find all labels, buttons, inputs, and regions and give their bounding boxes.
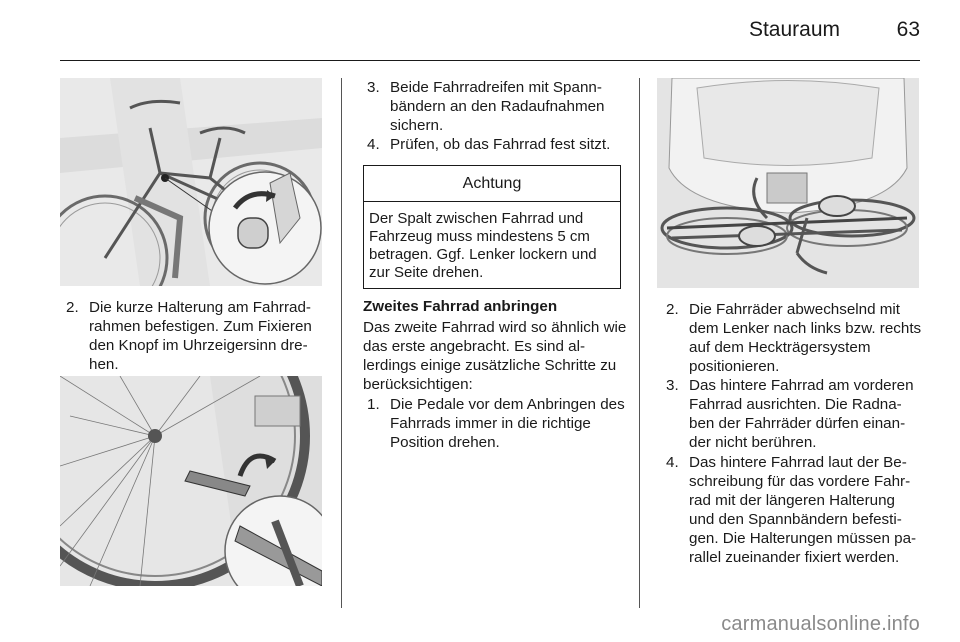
step-3-text: [367, 78, 622, 138]
step-2-text: [66, 298, 328, 378]
page-header: [0, 0, 960, 62]
step-text: Beide Fahrradreifen mit Spann-bändern an den Radaufnahmen sichern.: [390, 79, 605, 134]
step-2-col3-text: [666, 300, 924, 380]
footer-watermark: carmanualsonline.info: [721, 613, 920, 635]
header-divider: [60, 60, 920, 61]
warning-title: Achtung: [364, 166, 620, 202]
step-number: 3.: [367, 79, 380, 96]
step-4-col3-text: [666, 453, 924, 566]
step-number: 1.: [367, 396, 380, 413]
column-divider-right: [639, 78, 640, 608]
body-paragraph: Das zweite Fahrrad wird so ähnlich wie das erste angebracht. Es sind al-lerdings einige zusätzliche Schritte zu berücksichtigen:: [363, 319, 627, 393]
step-3-col3-text: [666, 376, 924, 456]
step-text: Die Pedale vor dem Anbringen des Fahrrads immer in die richtige Position drehen.: [390, 396, 625, 451]
step-number: 2.: [666, 301, 679, 318]
step-number: 2.: [66, 299, 79, 316]
two-bikes-carrier-illustration: [657, 78, 919, 288]
warning-box: [363, 165, 621, 289]
step-number: 4.: [666, 454, 679, 471]
section-title: Stauraum: [748, 18, 840, 41]
warning-text: Der Spalt zwischen Fahrrad und Fahrzeug muss mindestens 5 cm betragen. Ggf. Lenker lockern und zur Seite drehen.: [369, 210, 597, 281]
column-divider-left: [341, 78, 342, 608]
step-number: 4.: [367, 136, 380, 153]
step-text: Das hintere Fahrrad am vorderen Fahrrad ausrichten. Die Radna-ben der Fahrräder dürfen einan-der nicht berühren.: [689, 377, 914, 451]
substep-1-text: [367, 395, 625, 455]
bike-holder-illustration: [60, 78, 322, 286]
step-4-text: [367, 135, 627, 155]
step-number: 3.: [666, 377, 679, 394]
subsection-heading: Zweites Fahrrad anbringen: [363, 298, 558, 315]
wheel-strap-illustration: [60, 376, 322, 586]
step-text: Prüfen, ob das Fahrrad fest sitzt.: [390, 136, 611, 153]
step-text: Die Fahrräder abwechselnd mit dem Lenker nach links bzw. rechts auf dem Heckträgersystem positionieren.: [689, 301, 922, 375]
step-text: Das hintere Fahrrad laut der Be-schreibung für das vordere Fahr-rad mit der längeren Halterung und den Spannbändern befesti-gen. Die Halterungen müssen pa-rallel zueinander fixiert werden.: [689, 454, 917, 566]
page-number: 63: [896, 18, 920, 41]
step-text: Die kurze Halterung am Fahrrad-rahmen befestigen. Zum Fixieren den Knopf im Uhrzeigersinn dre-hen.: [89, 299, 312, 373]
